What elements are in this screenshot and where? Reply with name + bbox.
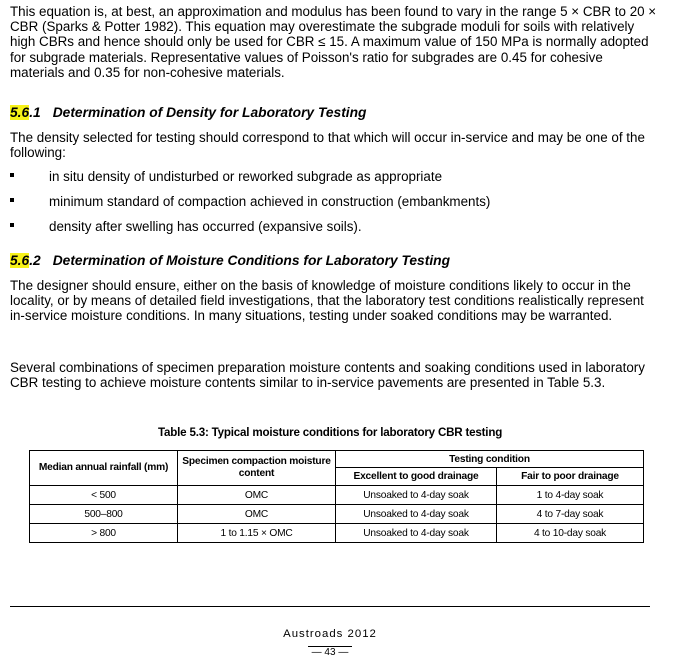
list-item-text: density after swelling has occurred (expansive soils). [49,219,362,234]
page-number-text: — 43 — [308,646,353,658]
bullet-icon [10,173,14,177]
cell-fair: 4 to 7-day soak [497,505,644,524]
section-number-highlight: 5.6 [10,253,30,268]
table-row [30,524,644,543]
bullet-icon [10,198,14,202]
cell-rainfall: < 500 [30,486,178,505]
cell-rainfall: > 800 [30,524,178,543]
cell-fair: 1 to 4-day soak [497,486,644,505]
section-title: Determination of Moisture Conditions for Laboratory Testing [52,253,451,268]
list-item-text: minimum standard of compaction achieved in construction (embankments) [49,194,491,209]
section-number-rest: .2 [29,253,41,268]
cell-excellent: Unsoaked to 4-day soak [336,505,497,524]
section-number-rest: .1 [29,105,41,120]
bullet-icon [10,223,14,227]
cell-compaction: 1 to 1.15 × OMC [178,524,336,543]
cell-compaction: OMC [178,486,336,505]
table-caption: Table 5.3: Typical moisture conditions for laboratory CBR testing [158,426,503,439]
cell-compaction: OMC [178,505,336,524]
moisture-paragraph-1: The designer should ensure, either on the basis of knowledge of moisture conditions likely to occur in the locality, or by means of detailed field investigations, that the laboratory test conditions realistically represent in-service moisture conditions. In many situations, testing under soaked conditions may be warranted. [10,278,644,324]
section-5-6-1-heading [10,105,367,120]
page-number [10,646,650,658]
column-header-rainfall: Median annual rainfall (mm) [30,451,178,486]
cell-rainfall: 500–800 [30,505,178,524]
column-header-fair-drainage: Fair to poor drainage [497,468,644,486]
cell-excellent: Unsoaked to 4-day soak [336,524,497,543]
footer-divider [10,606,650,607]
density-paragraph: The density selected for testing should correspond to that which will occur in-service and may be one of the following: [10,130,645,161]
moisture-conditions-table [29,450,644,543]
intro-paragraph: This equation is, at best, an approximation and modulus has been found to vary in the range 5 × CBR to 20 × CBR (Sparks & Potter 1982). This equation may overestimate the subgrade moduli for soils with relatively high CBRs and hence should only be used for CBR ≤ 15. A maximum value of 150 MPa is normally adopted for subgrade materials. Representative values of Poisson's ratio for subgrades are 0.45 for cohesive materials and 0.35 for non-cohesive materials. [10,4,657,80]
list-item [10,194,660,219]
section-5-6-2-heading [10,253,450,268]
list-item-text: in situ density of undisturbed or reworked subgrade as appropriate [49,169,443,184]
list-item [10,219,660,244]
list-item [10,169,660,194]
column-header-excellent-drainage: Excellent to good drainage [336,468,497,486]
section-number-highlight: 5.6 [10,105,30,120]
cell-fair: 4 to 10-day soak [497,524,644,543]
section-title: Determination of Density for Laboratory Testing [52,105,367,120]
table-row [30,505,644,524]
cell-excellent: Unsoaked to 4-day soak [336,486,497,505]
moisture-paragraph-2: Several combinations of specimen preparation moisture contents and soaking conditions used in laboratory CBR testing to achieve moisture contents similar to in-service pavements are presented in Table 5.3. [10,360,645,391]
table-row [30,486,644,505]
density-bullet-list [10,169,660,244]
column-header-compaction: Specimen compaction moisture content [178,451,336,486]
footer-publisher: Austroads 2012 [283,628,377,640]
column-header-testing-condition: Testing condition [336,451,644,468]
